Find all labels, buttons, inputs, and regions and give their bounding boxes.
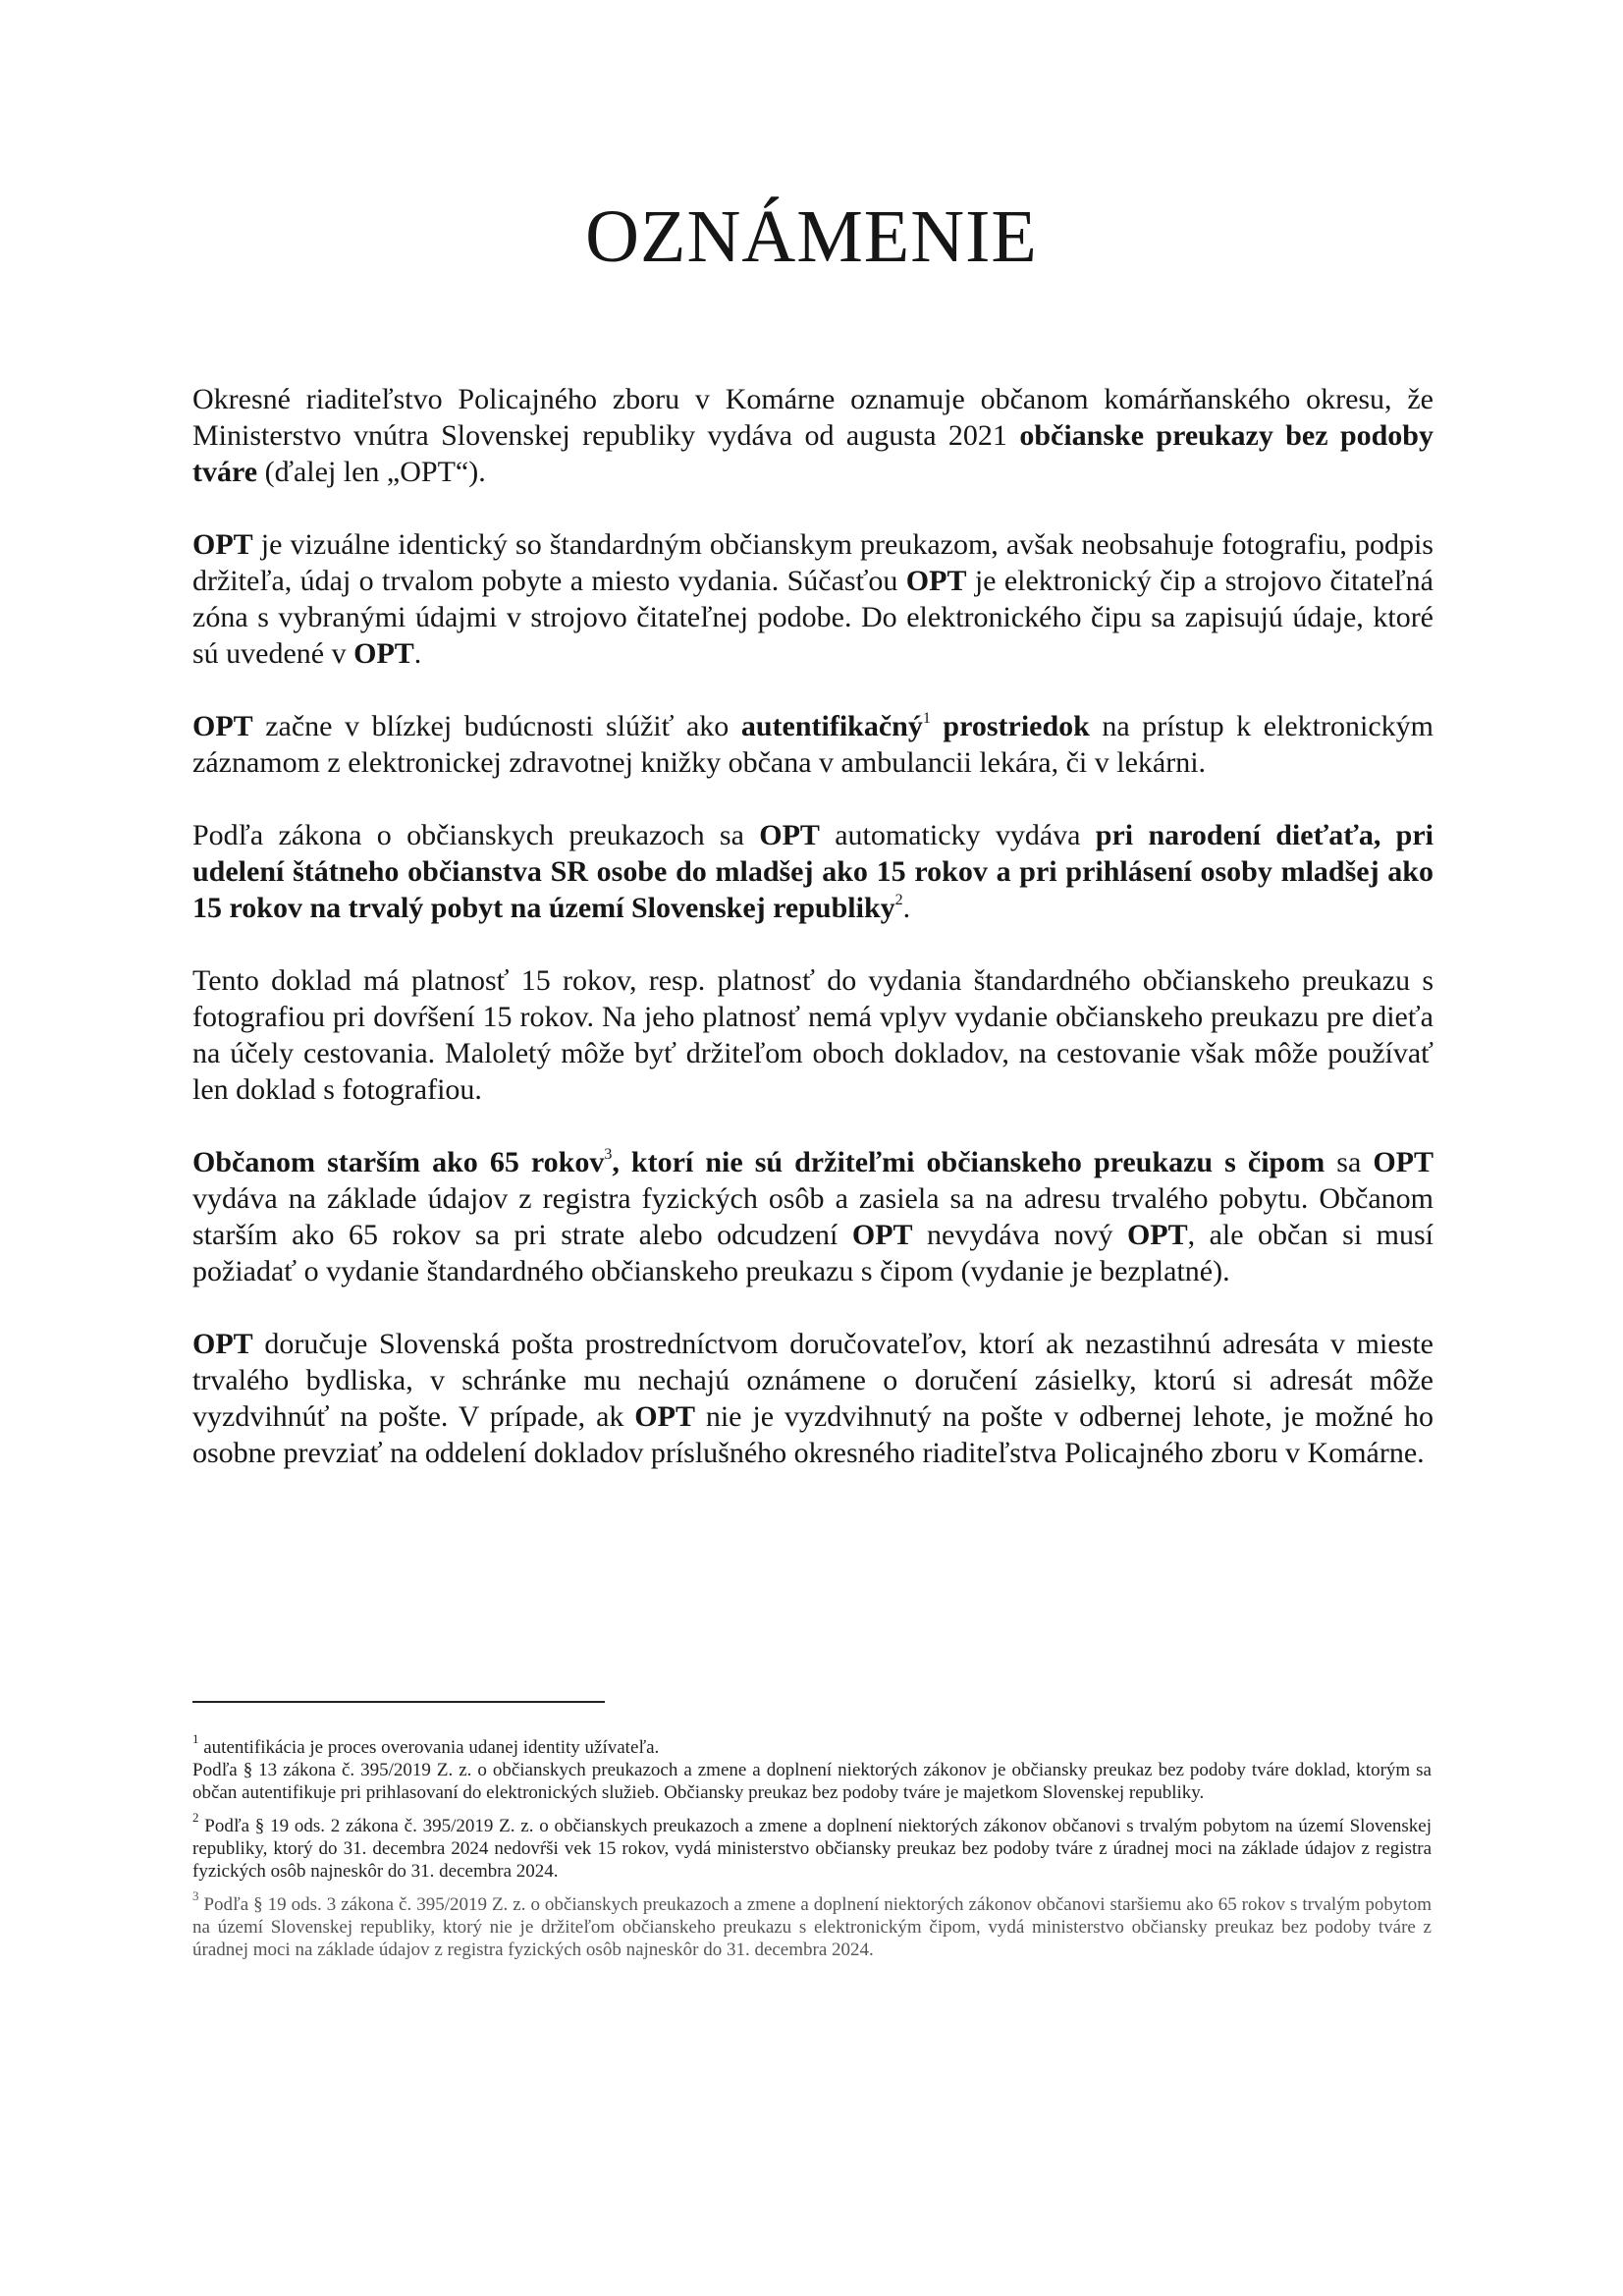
bold-run: prostriedok bbox=[930, 710, 1090, 742]
bold-run: OPT bbox=[851, 1219, 913, 1251]
bold-run: OPT bbox=[192, 528, 253, 561]
text-run: . bbox=[902, 892, 911, 924]
bold-run: občianske preukazy bez podoby tváre bbox=[192, 419, 1434, 488]
text-run: Okresné riaditeľstvo Policajného zboru v Komárne oznamuje občanom komárňanského okresu, že Ministerstvo vnútra Slovenskej republiky vydáva od augusta 2021 bbox=[192, 383, 1434, 452]
paragraph-opt-description bbox=[192, 526, 1434, 672]
footnote-ref: 2 bbox=[894, 892, 903, 908]
bold-run: OPT bbox=[905, 565, 967, 597]
bold-run: , ktorí nie sú držiteľmi občianskeho preukazu s čipom bbox=[612, 1146, 1325, 1178]
text-run: začne v blízkej budúcnosti slúžiť ako bbox=[252, 710, 741, 742]
text-run: , ale občan si musí požiadať o vydanie štandardného občianskeho preukazu s čipom (vydanie je bezplatné). bbox=[192, 1219, 1434, 1287]
paragraph-seniors bbox=[192, 1144, 1434, 1289]
bold-run: OPT bbox=[192, 710, 253, 742]
footnote-3 bbox=[192, 1887, 1432, 1961]
bold-run: pri narodení dieťaťa, pri udelení štátneho občianstva SR osobe do mladšej ako 15 rokov a pri prihlásení osoby mladšej ako 15 rokov na trvalý pobyt na území Slovenskej republiky bbox=[192, 819, 1434, 924]
footnote-text: Podľa § 13 zákona č. 395/2019 Z. z. o občianskych preukazoch a zmene a doplnení niektorých zákonov je občiansky preukaz bez podoby tváre doklad, ktorým sa občan autentifikuje pri prihlasovaní do elektronických služieb. Občiansky preukaz bez podoby tváre je majetkom Slovenskej republiky. bbox=[192, 1760, 1432, 1803]
bold-run: Občanom starším ako 65 rokov bbox=[192, 1146, 605, 1178]
announcement-body bbox=[192, 381, 1434, 1471]
paragraph-validity bbox=[192, 962, 1434, 1108]
paragraph-authentication bbox=[192, 708, 1434, 781]
text-run: . bbox=[413, 637, 422, 670]
bold-run: OPT bbox=[353, 637, 414, 670]
paragraph-intro bbox=[192, 381, 1434, 490]
footnote-2 bbox=[192, 1809, 1432, 1883]
text-run: nie je vyzdvihnutý na pošte v odbernej lehote, je možné ho osobne prevziať na oddelení dokladov príslušného okresného riaditeľstva Policajného zboru v Komárne. bbox=[192, 1400, 1434, 1469]
bold-run: OPT bbox=[1373, 1146, 1434, 1178]
footnote-text: autentifikácia je proces overovania udanej identity užívateľa. bbox=[198, 1737, 660, 1758]
footnote-text: Podľa § 19 ods. 2 zákona č. 395/2019 Z. z. o občianskych preukazoch a zmene a doplnení niektorých zákonov občanovi s trvalým pobytom na území Slovenskej republiky, ktorý do 31. decembra 2024 nedovŕši vek 15 rokov, vydá ministerstvo občiansky preukaz bez podoby tváre z úradnej moci na základe údajov z registra fyzických osôb najneskôr do 31. decembra 2024. bbox=[192, 1816, 1432, 1882]
footnote-ref: 3 bbox=[604, 1146, 613, 1163]
footnote-number: 1 bbox=[192, 1730, 199, 1746]
text-run: nevydáva nový bbox=[912, 1219, 1127, 1251]
bold-run: OPT bbox=[192, 1328, 253, 1360]
page-title: OZNÁMENIE bbox=[585, 195, 1038, 278]
bold-run: autentifikačný bbox=[740, 710, 923, 742]
footnotes bbox=[192, 1730, 1432, 1972]
paragraph-automatic-issue bbox=[192, 817, 1434, 926]
text-run: vydáva na základe údajov z registra fyzických osôb a zasiela sa na adresu trvalého pobytu. Občanom starším ako 65 rokov sa pri strate alebo odcudzení bbox=[192, 1182, 1434, 1251]
text-run: (ďalej len „OPT“). bbox=[257, 456, 486, 488]
text-run: Podľa zákona o občianskych preukazoch sa bbox=[192, 819, 760, 851]
footnote-divider bbox=[192, 1701, 605, 1703]
footnote-text: Podľa § 19 ods. 3 zákona č. 395/2019 Z. z. o občianskych preukazoch a zmene a doplnení niektorých zákonov občanovi staršiemu ako 65 rokov s trvalým pobytom na území Slovenskej republiky, ktorý nie je držiteľom občianskeho preukazu s elektronickým čipom, vydá ministerstvo občiansky preukaz bez podoby tváre z úradnej moci na základe údajov z registra fyzických osôb najneskôr do 31. decembra 2024. bbox=[192, 1894, 1432, 1960]
footnote-number: 3 bbox=[192, 1887, 199, 1903]
text-run: je vizuálne identický so štandardným občianskym preukazom, avšak neobsahuje fotografiu, podpis držiteľa, údaj o trvalom pobyte a miesto vydania. Súčasťou bbox=[192, 528, 1434, 597]
text-run: je elektronický čip a strojovo čitateľná zóna s vybranými údajmi v strojovo čitateľnej podobe. Do elektronického čipu sa zapisujú údaje, ktoré sú uvedené v bbox=[192, 565, 1434, 670]
bold-run: OPT bbox=[634, 1400, 695, 1433]
text-run: Tento doklad má platnosť 15 rokov, resp. platnosť do vydania štandardného občianskeho preukazu s fotografiou pri dovŕšení 15 rokov. Na jeho platnosť nemá vplyv vydanie občianskeho preukazu pre dieťa na účely cestovania. Maloletý môže byť držiteľom oboch dokladov, na cestovanie však môže používať len doklad s fotografiou. bbox=[192, 964, 1434, 1106]
footnote-ref: 1 bbox=[922, 710, 931, 727]
paragraph-delivery bbox=[192, 1326, 1434, 1471]
bold-run: OPT bbox=[759, 819, 820, 851]
text-run: na prístup k elektronickým záznamom z elektronickej zdravotnej knižky občana v ambulancii lekára, či v lekárni. bbox=[192, 710, 1434, 779]
footnote-number: 2 bbox=[192, 1809, 199, 1825]
text-run: doručuje Slovenská pošta prostredníctvom doručovateľov, ktorí ak nezastihnú adresáta v mieste trvalého bydliska, v schránke mu nechajú oznámene o doručení zásielky, ktorú si adresát môže vyzdvihnúť na pošte. V prípade, ak bbox=[192, 1328, 1434, 1433]
footnote-1 bbox=[192, 1730, 1432, 1804]
bold-run: OPT bbox=[1126, 1219, 1188, 1251]
text-run: sa bbox=[1325, 1146, 1374, 1178]
text-run: automaticky vydáva bbox=[819, 819, 1096, 851]
